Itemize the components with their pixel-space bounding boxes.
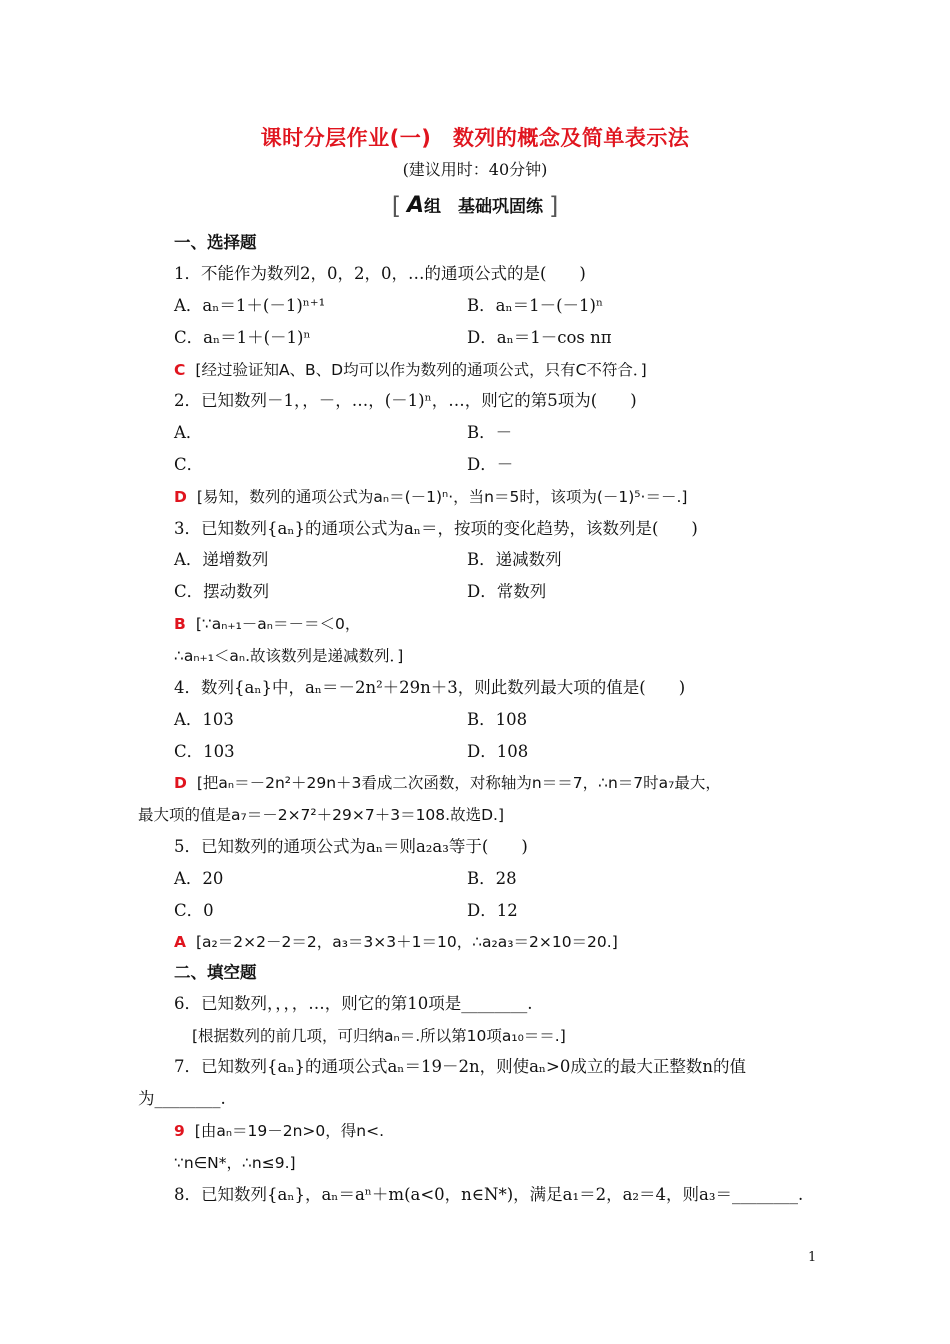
question-1-option-a: A．aₙ＝1＋(－1)ⁿ⁺¹ (174, 296, 326, 315)
question-4-option-c: C．103 (174, 742, 235, 761)
question-7-stem-1: 7．已知数列{aₙ}的通项公式aₙ＝19－2n，则使aₙ>0成立的最大正整数n的值 (174, 1057, 746, 1076)
question-1-option-d: D．aₙ＝1－cos nπ (467, 328, 612, 347)
group-bracket-left: [ (391, 192, 402, 220)
question-5-answer: A (174, 933, 186, 951)
question-2-option-d: D．－ (467, 455, 514, 474)
question-5-solution (174, 931, 618, 953)
question-5-stem: 5．已知数列的通项公式为aₙ＝则a₂a₃等于( ) (174, 837, 528, 856)
question-7-answer: 9 (174, 1122, 185, 1140)
question-3-explanation-1: [∵aₙ₊₁－aₙ＝－＝＜0， (195, 615, 361, 633)
question-1-answer: C (174, 361, 186, 379)
question-5-option-b: B．28 (467, 869, 517, 888)
question-3-option-d: D．常数列 (467, 582, 547, 601)
question-4-stem: 4．数列{aₙ}中，aₙ＝－2n²＋29n＋3，则此数列最大项的值是( ) (174, 678, 686, 697)
question-2-answer: D (174, 488, 187, 506)
suggested-time: (建议用时：40分钟) (402, 160, 548, 179)
question-7-solution (174, 1120, 384, 1142)
question-2-option-a: A． (174, 423, 203, 442)
group-letter: A (406, 193, 425, 218)
question-3-explanation-2: ∴aₙ₊₁＜aₙ.故该数列是递减数列．] (174, 647, 404, 665)
question-5-option-c: C．0 (174, 901, 214, 920)
group-heading (0, 192, 950, 220)
question-8-stem: 8．已知数列{aₙ}，aₙ＝aⁿ＋m(a<0，n∈N*)，满足a₁＝2，a₂＝4，则a₃＝________. (174, 1185, 804, 1204)
question-5-option-d: D．12 (467, 901, 518, 920)
question-3-option-b: B．递减数列 (467, 550, 562, 569)
section-heading-choice: 一、选择题 (174, 233, 257, 252)
question-2-option-b: B．－ (467, 423, 513, 442)
question-1-option-c: C．aₙ＝1＋(－1)ⁿ (174, 328, 311, 347)
question-4-answer: D (174, 774, 187, 792)
question-4-option-a: A．103 (174, 710, 234, 729)
question-2-explanation: [易知，数列的通项公式为aₙ＝(－1)ⁿ·，当n＝5时，该项为(－1)⁵·＝－.] (196, 488, 688, 506)
question-3-option-c: C．摆动数列 (174, 582, 270, 601)
question-4-solution (174, 772, 721, 794)
question-7-explanation-2: ∵n∈N*，∴n≤9.] (174, 1154, 296, 1172)
question-3-option-a: A．递增数列 (174, 550, 269, 569)
question-2-solution (174, 486, 687, 508)
question-1-option-b: B．aₙ＝1－(－1)ⁿ (467, 296, 604, 315)
question-5-explanation: [a₂＝2×2－2＝2，a₃＝3×3＋1＝10，∴a₂a₃＝2×10＝20.] (196, 933, 618, 951)
question-5-option-a: A．20 (174, 869, 224, 888)
page-title: 课时分层作业(一) 数列的概念及简单表示法 (260, 126, 690, 150)
question-2-stem: 2．已知数列－1，，－，…，(－1)ⁿ，…，则它的第5项为( ) (174, 391, 637, 410)
question-6-explanation: [根据数列的前几项，可归纳aₙ＝.所以第10项a₁₀＝＝.] (192, 1027, 566, 1045)
question-4-explanation-1: [把aₙ＝－2n²＋29n＋3看成二次函数，对称轴为n＝＝7，∴n＝7时a₇最大， (196, 774, 721, 792)
question-3-solution (174, 613, 360, 635)
question-7-stem-2: 为________. (138, 1089, 226, 1108)
question-6-stem: 6．已知数列，，，，…，则它的第10项是________. (174, 994, 533, 1013)
question-1-stem: 1．不能作为数列2，0，2，0，…的通项公式的是( ) (174, 264, 586, 283)
section-heading-fill: 二、填空题 (174, 963, 257, 982)
question-3-answer: B (174, 615, 186, 633)
question-4-explanation-2: 最大项的值是a₇＝－2×7²＋29×7＋3＝108.故选D.] (138, 806, 504, 824)
question-4-option-b: B．108 (467, 710, 528, 729)
question-3-stem: 3．已知数列{aₙ}的通项公式为aₙ＝，按项的变化趋势，该数列是( ) (174, 519, 698, 538)
group-label: 组 基础巩固练 (424, 197, 544, 217)
question-7-explanation-1: [由aₙ＝19－2n>0，得n<. (194, 1122, 385, 1140)
question-4-option-d: D．108 (467, 742, 529, 761)
question-2-option-c: C． (174, 455, 204, 474)
page-number: 1 (808, 1250, 817, 1265)
group-bracket-right: ] (548, 192, 559, 220)
question-1-solution (174, 359, 647, 381)
question-1-explanation: [经过验证知A、B、D均可以作为数列的通项公式，只有C不符合．] (195, 361, 647, 379)
